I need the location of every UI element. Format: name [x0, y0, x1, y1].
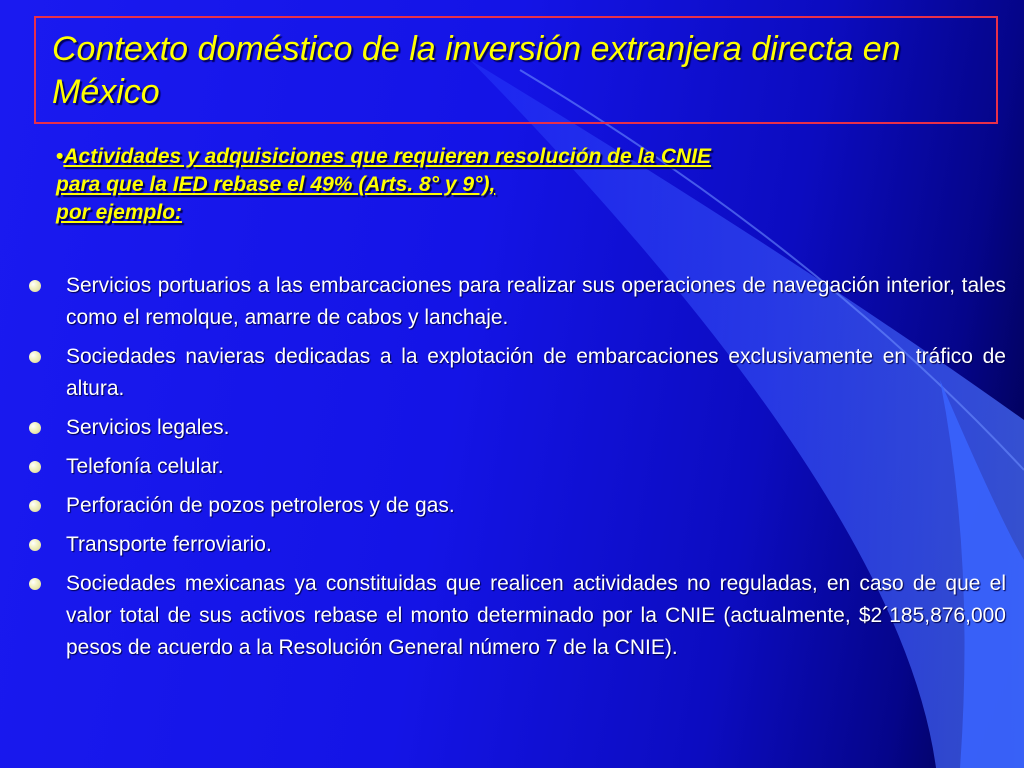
bullet-item — [28, 529, 1006, 561]
bullet-dot-icon — [29, 539, 41, 551]
subheading-line-2: para que la IED rebase el 49% (Arts. 8° y 9°), — [56, 173, 496, 196]
subheading-text-1: Actividades y adquisiciones que requieren resolución de la CNIE — [63, 145, 712, 168]
bullet-text: Perforación de pozos petroleros y de gas. — [66, 494, 455, 517]
bullet-text: Servicios legales. — [66, 416, 230, 439]
bullet-text: Transporte ferroviario. — [66, 533, 272, 556]
bullet-item — [28, 451, 1006, 483]
bullet-item — [28, 412, 1006, 444]
bullet-dot-icon — [29, 500, 41, 512]
bullet-list — [28, 270, 1006, 671]
bullet-dot-icon — [29, 280, 41, 292]
bullet-text: Sociedades navieras dedicadas a la explotación de embarcaciones exclusivamente en tráfico de altura. — [66, 345, 1006, 400]
subheading-line-3: por ejemplo: — [56, 201, 183, 224]
bullet-item — [28, 341, 1006, 405]
bullet-item — [28, 568, 1006, 664]
title-box — [34, 16, 998, 124]
bullet-dot-icon — [29, 461, 41, 473]
bullet-item — [28, 490, 1006, 522]
slide-title: Contexto doméstico de la inversión extranjera directa en México — [52, 30, 901, 111]
bullet-dot-icon — [29, 578, 41, 590]
subheading-line-1 — [56, 143, 966, 171]
subheading — [56, 143, 966, 227]
bullet-dot-icon — [29, 351, 41, 363]
bullet-text: Telefonía celular. — [66, 455, 224, 478]
subheading-bullet: • — [56, 145, 64, 168]
bullet-dot-icon — [29, 422, 41, 434]
bullet-item — [28, 270, 1006, 334]
bullet-text: Sociedades mexicanas ya constituidas que realicen actividades no reguladas, en caso de que el valor total de sus activos rebase el monto determinado por la CNIE (actualmente, $2´185,876,000 pesos de acuerdo a la Resolución General número 7 de la CNIE). — [66, 572, 1006, 659]
bullet-text: Servicios portuarios a las embarcaciones para realizar sus operaciones de navegación interior, tales como el remolque, amarre de cabos y lanchaje. — [66, 274, 1006, 329]
